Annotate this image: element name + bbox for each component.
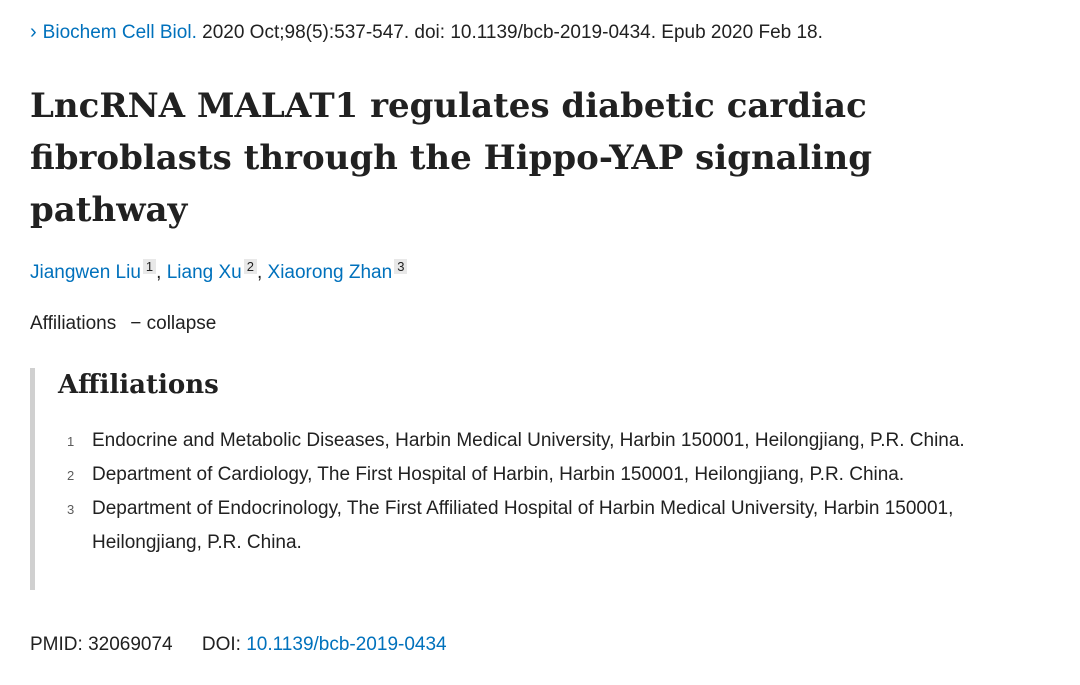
pmid-label: PMID: <box>30 634 83 655</box>
author-link[interactable]: Jiangwen Liu <box>30 262 141 283</box>
affiliation-marker[interactable]: 2 <box>244 259 257 274</box>
doi-link[interactable]: 10.1139/bcb-2019-0434 <box>246 634 447 655</box>
chevron-right-icon[interactable]: › <box>30 21 37 43</box>
citation-details: 2020 Oct;98(5):537-547. doi: 10.1139/bcb-2019-0434. Epub 2020 Feb 18. <box>196 22 823 43</box>
affiliations-panel <box>30 368 1065 590</box>
affiliations-toggle-label: Affiliations <box>30 313 117 334</box>
affiliation-item <box>67 492 1057 560</box>
pmid-value: 32069074 <box>88 634 173 655</box>
identifiers <box>30 634 447 656</box>
affiliations-heading: Affiliations <box>58 370 219 400</box>
affiliations-toggle <box>30 313 216 335</box>
collapse-button[interactable]: − collapse <box>130 313 217 334</box>
author-link[interactable]: Liang Xu <box>166 262 242 283</box>
affiliation-text: Department of Endocrinology, The First Affiliated Hospital of Harbin Medical University, Harbin 150001, Heilongjiang, P.R. China. <box>92 498 954 553</box>
author-separator: , <box>256 262 268 283</box>
affiliation-item <box>67 458 1057 492</box>
affiliation-number: 2 <box>67 468 75 483</box>
affiliation-number: 1 <box>67 434 75 449</box>
affiliation-text: Endocrine and Metabolic Diseases, Harbin Medical University, Harbin 150001, Heilongjiang, P.R. China. <box>92 430 965 451</box>
affiliation-marker[interactable]: 3 <box>394 259 407 274</box>
article-title: LncRNA MALAT1 regulates diabetic cardiac fibroblasts through the Hippo-YAP signaling pathway <box>30 86 873 230</box>
author-list <box>30 259 407 284</box>
journal-link[interactable]: Biochem Cell Biol. <box>42 22 197 43</box>
citation-line <box>30 21 823 44</box>
affiliation-item <box>67 424 1057 458</box>
affiliation-text: Department of Cardiology, The First Hospital of Harbin, Harbin 150001, Heilongjiang, P.R. China. <box>92 464 905 485</box>
affiliations-list <box>67 424 1057 560</box>
affiliation-number: 3 <box>67 502 75 517</box>
author-separator: , <box>156 262 167 283</box>
author-link[interactable]: Xiaorong Zhan <box>267 262 393 283</box>
affiliation-marker[interactable]: 1 <box>143 259 156 274</box>
doi-label: DOI: <box>201 634 241 655</box>
